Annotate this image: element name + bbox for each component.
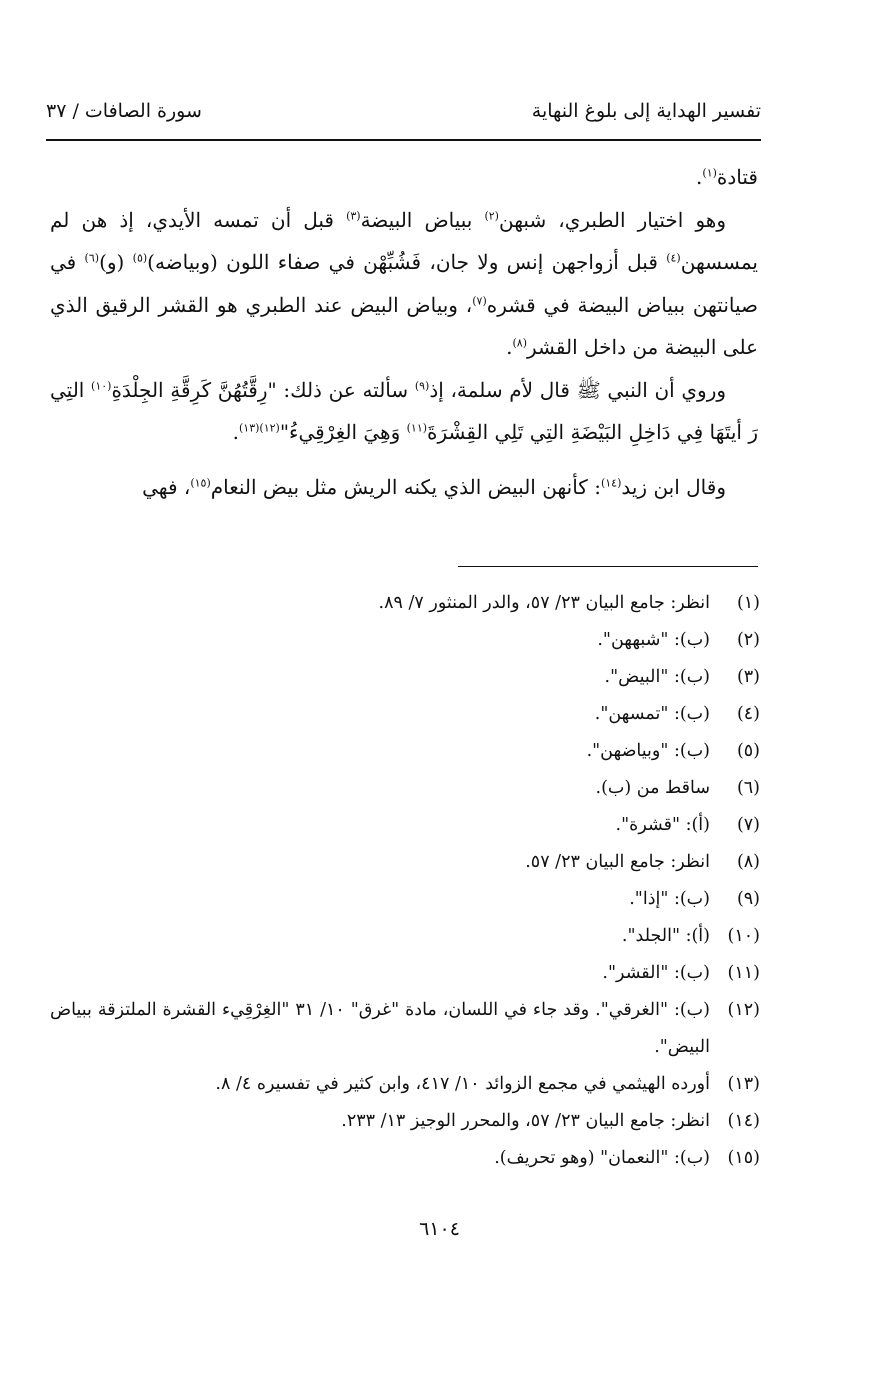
footnote-number: (١) [736,593,760,613]
text-run: التِي رَ أيتَهَا فِي دَاخِلِ البَيْضَةِ التِي تَلِي القِشْرَةَ [50,377,758,444]
footnote [50,733,760,770]
footnote-text: (أ): "الجلد". [621,926,710,946]
footnote-number: (٧) [736,815,760,835]
footnote [50,1103,760,1140]
footnote-separator [458,566,758,567]
footnote-number: (٩) [736,889,760,909]
footnote-ref: (١١) [406,421,428,435]
footnote [50,881,760,918]
footnote-ref: (٢) [484,208,499,222]
footnote-text: (ب): "البيض". [604,667,710,687]
text-run: ، فهي [142,474,191,499]
header-rule [46,139,761,141]
footnote-number: (١٠) [727,926,760,946]
footnote-number: (٣) [736,667,760,687]
footnote-ref: (٧) [472,293,487,307]
surah-title: سورة الصافات / ٣٧ [46,100,202,122]
footnote-ref: (٨) [512,336,527,350]
footnote-ref: (٥) [132,251,148,265]
text-run: . [696,165,703,189]
footnote-text: انظر: جامع البيان ٢٣/ ٥٧، والمحرر الوجيز ١٣/ ٢٣٣. [341,1111,710,1131]
text-run: وَهِيَ الغِرْقِيءُ" [279,420,407,444]
text-run: . [506,335,513,359]
footnote [50,770,760,807]
footnote-text: انظر: جامع البيان ٢٣/ ٥٧. [525,852,710,872]
footnote [50,1066,760,1103]
text-run: : كأنهن البيض الذي يكنه الريش مثل بيض النعام [210,474,601,499]
footnote [50,992,760,1066]
footnote-number: (٨) [736,852,760,872]
footnotes [50,585,760,1177]
footnote [50,807,760,844]
text-run: . [232,420,239,444]
footnote-number: (١٣) [727,1074,760,1094]
footnote [50,659,760,696]
text-run: ، وبياض البيض عند الطبري هو القشر الرقيق الذي على البيضة من داخل القشر [50,292,758,359]
footnote-text: (ب): "شبههن". [597,630,710,650]
footnote-ref: (٩) [414,378,430,392]
footnote-text: (ب): "القشر". [602,963,710,983]
footnote [50,844,760,881]
text-run: سألته عن ذلك: "رِقَّتُهُنَّ كَرِقَّةِ الجِلْدَةِ [111,377,415,402]
footnote-number: (١٢) [727,1000,760,1020]
footnote-text: (ب): "إذا". [629,889,710,909]
footnote-text: (ب): "تمسهن". [594,704,710,724]
main-text [50,156,758,508]
text-run: ببياض البيضة [360,207,485,232]
footnote-text: (ب): "النعمان" (وهو تحريف). [494,1148,710,1168]
footnote-text: ساقط من (ب). [595,778,710,798]
text-run: قبل أن تمسه الأيدي، إذ هن لم يمسسهن [50,207,758,274]
footnote-ref: (١٢)(١٣) [239,421,280,435]
footnote-number: (١٥) [727,1148,760,1168]
footnote-number: (١١) [727,963,760,983]
footnote-text: (أ): "قشرة". [615,815,710,835]
footnote [50,622,760,659]
footnote-text: أورده الهيثمي في مجمع الزوائد ١٠/ ٤١٧، وابن كثير في تفسيره ٤/ ٨. [215,1074,710,1094]
footnote-ref: (١٥) [190,475,211,489]
footnote-ref: (١٠) [91,378,112,392]
footnote-text: (ب): "وبياضهن". [586,741,710,761]
footnote-number: (٦) [736,778,760,798]
text-run: (و) [99,250,133,274]
footnote-ref: (٤) [666,251,681,265]
footnote-number: (٢) [736,630,760,650]
footnote-ref: (١) [702,166,717,180]
text-run: وروي أن النبي ﷺ قال لأم سلمة، إذ [429,377,727,402]
paragraph [50,156,758,199]
footnote-number: (٤) [736,704,760,724]
footnote-ref: (٦) [84,251,100,265]
book-title: تفسير الهداية إلى بلوغ النهاية [531,100,761,122]
text-run: قبل أزواجهن إنس ولا جان، فَشُبِّهْن في صفاء اللون (وبياضه) [147,250,667,274]
footnote-ref: (١٤) [600,475,622,489]
footnote [50,585,760,622]
text-run: وقال ابن زيد [621,474,726,499]
footnote [50,1140,760,1177]
paragraph [50,199,758,369]
footnote-ref: (٣) [346,208,361,222]
footnote-text: (ب): "الغرقي". وقد جاء في اللسان، مادة "غرق" ١٠/ ٣١ "الغِرْقِيء القشرة الملتزقة ببياض البيض". [50,1000,710,1057]
footnote [50,696,760,733]
text-run: في صيانتهن ببياض البيضة في قشره [50,250,758,317]
text-run: قتادة [716,165,758,189]
footnote-number: (٥) [736,741,760,761]
footnote-number: (١٤) [727,1111,760,1131]
paragraph [50,466,758,509]
footnote [50,918,760,955]
page-number: ٦١٠٤ [419,1218,460,1240]
footnote [50,955,760,992]
text-run: وهو اختيار الطبري، شبهن [498,207,726,232]
paragraph [50,369,758,454]
running-header [46,100,761,136]
footnote-text: انظر: جامع البيان ٢٣/ ٥٧، والدر المنثور ٧/ ٨٩. [378,593,710,613]
